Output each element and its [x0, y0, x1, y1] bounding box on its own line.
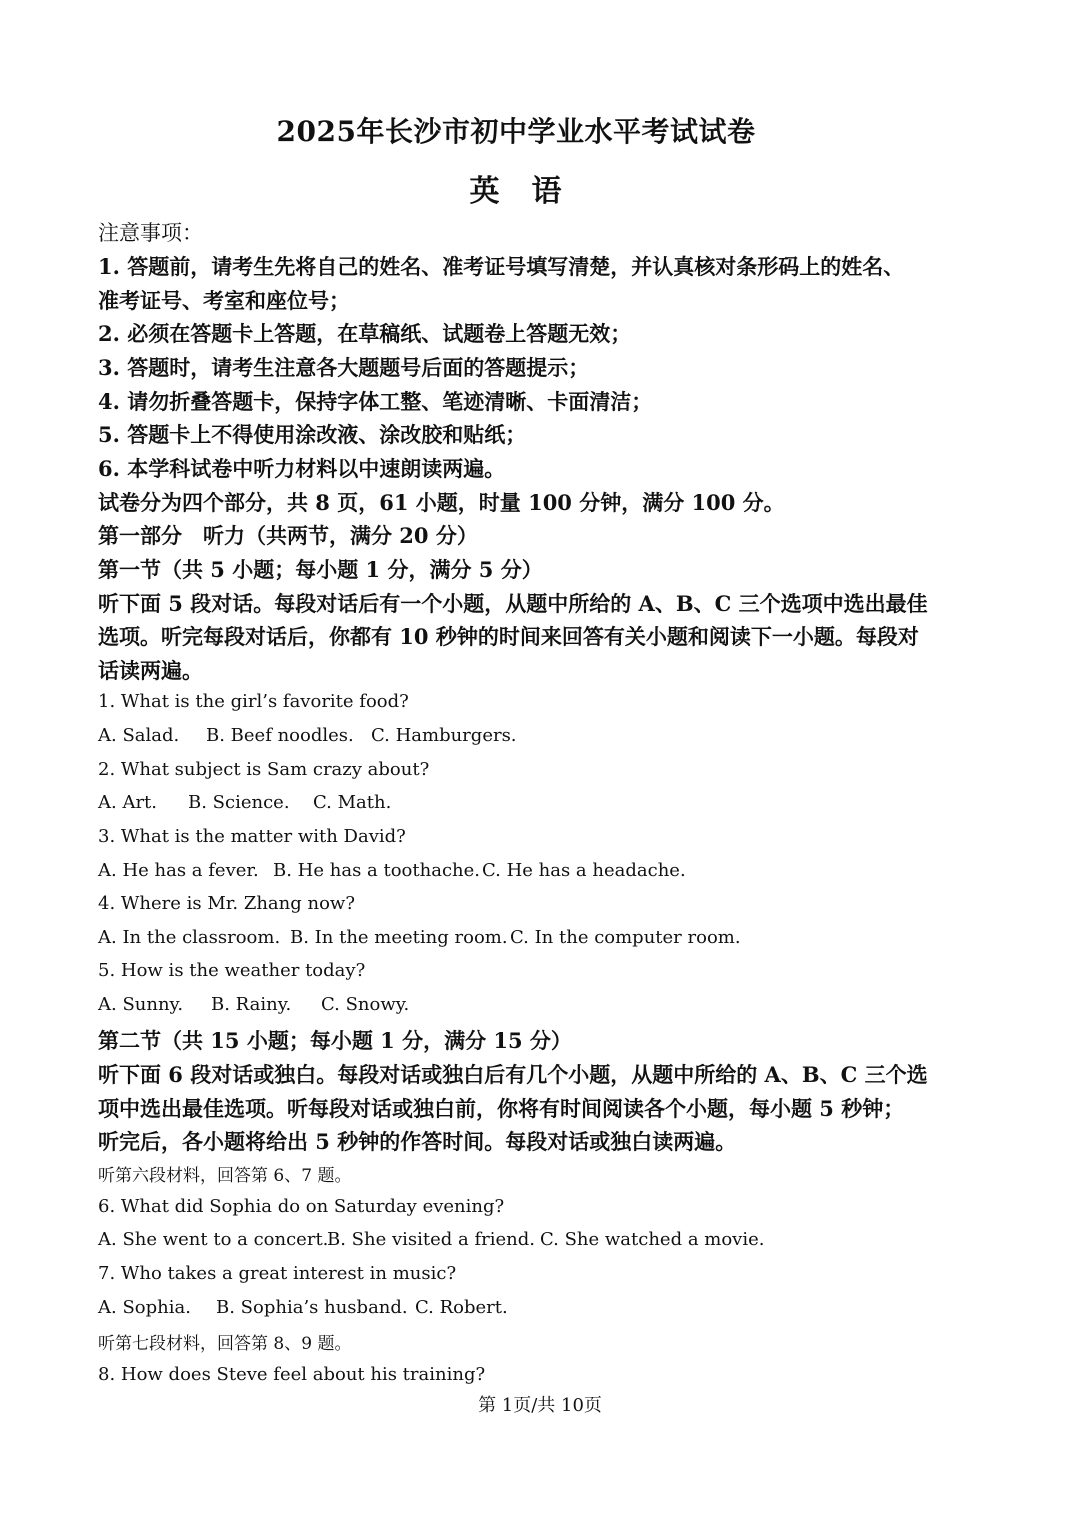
option-c: C. Math.	[313, 792, 392, 813]
question-1: 1. What is the girl’s favorite food?	[98, 691, 409, 712]
notice-item: 4. 请勿折叠答题卡，保持字体工整、笔迹清晰、卡面清洁；	[98, 389, 653, 414]
option-c: C. He has a headache.	[482, 860, 686, 881]
option-b: B. He has a toothache.	[273, 860, 480, 881]
option-c: C. Hamburgers.	[371, 725, 517, 746]
option-b: B. Beef noodles.	[206, 725, 354, 746]
options-3	[98, 860, 686, 881]
option-c: C. She watched a movie.	[540, 1229, 765, 1250]
section1-instruction: 听下面 5 段对话。每段对话后有一个小题，从题中所给的 A、B、C 三个选项中选出最佳	[98, 591, 928, 616]
question-5: 5. How is the weather today?	[98, 960, 366, 981]
exam-title: 2025年长沙市初中学业水平考试试卷	[276, 115, 756, 148]
material-6-note: 听第六段材料，回答第 6、7 题。	[98, 1166, 352, 1186]
question-6: 6. What did Sophia do on Saturday evening?	[98, 1196, 505, 1217]
option-a: A. She went to a concert.	[98, 1229, 329, 1250]
options-4	[98, 927, 741, 948]
exam-summary: 试卷分为四个部分，共 8 页，61 小题，时量 100 分钟，满分 100 分。	[98, 490, 785, 515]
option-a: A. Salad.	[98, 725, 180, 746]
notice-item: 1. 答题前，请考生先将自己的姓名、准考证号填写清楚，并认真核对条形码上的姓名、	[98, 254, 905, 279]
options-1	[98, 725, 517, 746]
option-a: A. He has a fever.	[98, 860, 259, 881]
options-5	[98, 994, 409, 1015]
subject-title: 英 语	[469, 174, 563, 209]
notice-heading: 注意事项：	[98, 221, 203, 245]
section2-instruction: 听下面 6 段对话或独白。每段对话或独白后有几个小题，从题中所给的 A、B、C 三个选	[98, 1062, 928, 1087]
notice-item: 5. 答题卡上不得使用涂改液、涂改胶和贴纸；	[98, 422, 527, 447]
option-c: C. Snowy.	[321, 994, 410, 1015]
notice-item: 2. 必须在答题卡上答题，在草稿纸、试题卷上答题无效；	[98, 321, 632, 346]
options-6	[98, 1229, 764, 1250]
option-a: A. Sophia.	[98, 1297, 191, 1318]
section2-instruction: 听完后，各小题将给出 5 秒钟的作答时间。每段对话或独白读两遍。	[98, 1129, 737, 1154]
option-c: C. Robert.	[415, 1297, 508, 1318]
options-7	[98, 1297, 508, 1318]
question-3: 3. What is the matter with David?	[98, 826, 406, 847]
option-b: B. She visited a friend.	[327, 1229, 535, 1250]
section1-instruction: 选项。听完每段对话后，你都有 10 秒钟的时间来回答有关小题和阅读下一小题。每段对	[98, 624, 919, 649]
notice-item: 6. 本学科试卷中听力材料以中速朗读两遍。	[98, 456, 506, 481]
material-7-note: 听第七段材料，回答第 8、9 题。	[98, 1334, 352, 1354]
question-4: 4. Where is Mr. Zhang now?	[98, 893, 355, 914]
notice-item: 3. 答题时，请考生注意各大题题号后面的答题提示；	[98, 355, 590, 380]
section1-instruction: 话读两遍。	[98, 658, 203, 683]
option-c: C. In the computer room.	[510, 927, 741, 948]
option-b: B. Sophia’s husband.	[216, 1297, 408, 1318]
options-2	[98, 792, 391, 813]
section1-heading: 第一节（共 5 小题；每小题 1 分，满分 5 分）	[98, 557, 543, 582]
question-7: 7. Who takes a great interest in music?	[98, 1263, 457, 1284]
option-a: A. In the classroom.	[98, 927, 281, 948]
page-footer: 第 1页/共 10页	[478, 1395, 602, 1416]
option-b: B. In the meeting room.	[290, 927, 508, 948]
option-a: A. Art.	[98, 792, 158, 813]
option-b: B. Science.	[188, 792, 290, 813]
section2-instruction: 项中选出最佳选项。听每段对话或独白前，你将有时间阅读各个小题，每小题 5 秒钟；	[98, 1096, 905, 1121]
question-2: 2. What subject is Sam crazy about?	[98, 759, 430, 780]
notice-item: 准考证号、考室和座位号；	[98, 288, 350, 313]
question-8: 8. How does Steve feel about his training?	[98, 1364, 486, 1385]
section2-heading: 第二节（共 15 小题；每小题 1 分，满分 15 分）	[98, 1028, 572, 1053]
part1-heading: 第一部分 听力（共两节，满分 20 分）	[98, 523, 478, 548]
option-a: A. Sunny.	[98, 994, 184, 1015]
option-b: B. Rainy.	[211, 994, 292, 1015]
